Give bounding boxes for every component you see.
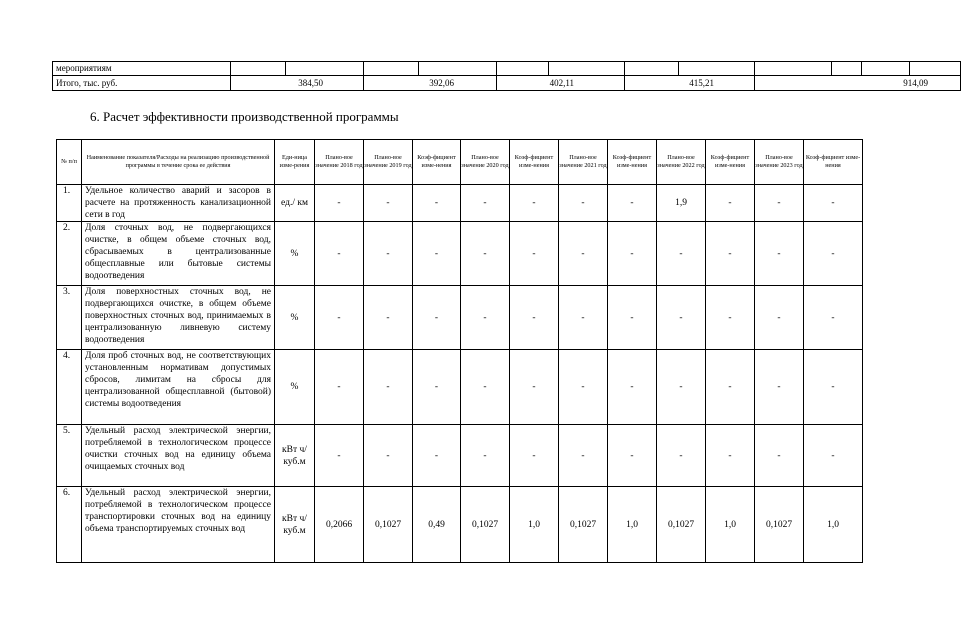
total-value: 392,06 (364, 76, 497, 91)
table-row (57, 185, 863, 222)
value-cell: - (755, 350, 804, 425)
value-cell: - (461, 425, 510, 487)
col-header-2019: Плано-вое значение 2019 год (364, 140, 413, 185)
value-cell: - (510, 286, 559, 350)
value-cell: - (413, 286, 461, 350)
col-header-2023: Плано-вое значение 2023 год (755, 140, 804, 185)
value-cell: - (804, 185, 863, 222)
row-index: 4. (57, 350, 82, 425)
value-cell: - (413, 222, 461, 286)
value-cell: - (413, 185, 461, 222)
value-cell: - (510, 222, 559, 286)
value-cell: - (706, 350, 755, 425)
row-label: мероприятиям (53, 62, 231, 76)
col-header-coef: Коэф-фициент изме-нения (706, 140, 755, 185)
col-header-coef: Коэф-фициент изме-нения (510, 140, 559, 185)
unit-cell: ед./ км (275, 185, 315, 222)
total-value: 914,09 (755, 76, 961, 91)
table-row (57, 350, 863, 425)
indicator-name: Удельное количество аварий и засоров в расчете на протяженность канализационной сети в год (82, 185, 275, 222)
indicator-name: Доля сточных вод, не подвергающихся очистке, в общем объеме сточных вод, сбрасываемых в централизованные общесплавные или бытовые системы водоотведения (82, 222, 275, 286)
row-index: 3. (57, 286, 82, 350)
value-cell: - (608, 286, 657, 350)
value-cell: - (413, 425, 461, 487)
value-cell: - (657, 286, 706, 350)
total-row (53, 76, 961, 91)
value-cell: - (559, 286, 608, 350)
value-cell: 0,2066 (315, 487, 364, 563)
value-cell: - (364, 286, 413, 350)
table-row (53, 62, 961, 76)
value-cell: - (755, 286, 804, 350)
unit-cell: кВт ч/куб.м (275, 425, 315, 487)
section-title: 6. Расчет эффективности производственной программы (90, 109, 399, 124)
value-cell: - (461, 222, 510, 286)
efficiency-table (56, 139, 863, 563)
header-row (57, 140, 863, 185)
value-cell: - (461, 286, 510, 350)
value-cell: - (755, 222, 804, 286)
value-cell: - (315, 425, 364, 487)
value-cell: - (608, 185, 657, 222)
value-cell: 1,0 (510, 487, 559, 563)
value-cell: 0,49 (413, 487, 461, 563)
value-cell: - (755, 425, 804, 487)
col-header-coef: Коэф-фициент изме-нения (804, 140, 863, 185)
value-cell: 0,1027 (755, 487, 804, 563)
value-cell: - (364, 185, 413, 222)
value-cell: 1,0 (608, 487, 657, 563)
unit-cell: кВт ч/куб.м (275, 487, 315, 563)
indicator-name: Доля проб сточных вод, не соответствующих установленным нормативам допустимых сбросов, лимитам на сбросы для централизованной общесплавной (бытовой) системы водоотведения (82, 350, 275, 425)
value-cell: - (559, 350, 608, 425)
value-cell: 0,1027 (559, 487, 608, 563)
value-cell: - (461, 350, 510, 425)
table-row (57, 286, 863, 350)
value-cell: - (657, 222, 706, 286)
row-index: 1. (57, 185, 82, 222)
value-cell: - (510, 185, 559, 222)
value-cell: 0,1027 (364, 487, 413, 563)
value-cell: 0,1027 (657, 487, 706, 563)
value-cell: - (510, 350, 559, 425)
value-cell: - (364, 222, 413, 286)
col-header-2022: Плано-вое значение 2022 год (657, 140, 706, 185)
value-cell: - (315, 350, 364, 425)
value-cell: - (804, 286, 863, 350)
value-cell: 1,0 (706, 487, 755, 563)
budget-table-continuation (52, 61, 961, 91)
total-value: 384,50 (231, 76, 364, 91)
value-cell: - (608, 350, 657, 425)
value-cell: - (510, 425, 559, 487)
indicator-name: Доля поверхностных сточных вод, не подвергающихся очистке, в общем объеме поверхностных сточных вод, принимаемых в централизованную ливневую систему водоотведения (82, 286, 275, 350)
value-cell: - (706, 286, 755, 350)
value-cell: - (315, 185, 364, 222)
unit-cell: % (275, 286, 315, 350)
row-index: 6. (57, 487, 82, 563)
value-cell: - (413, 350, 461, 425)
table-row (57, 222, 863, 286)
value-cell: - (608, 425, 657, 487)
indicator-name: Удельный расход электрической энергии, потребляемой в технологическом процессе транспортировки сточных вод на единицу объема транспортируемых сточных вод (82, 487, 275, 563)
value-cell: - (804, 350, 863, 425)
value-cell: - (461, 185, 510, 222)
value-cell: - (657, 350, 706, 425)
col-header-coef: Коэф-фициент изме-нения (413, 140, 461, 185)
col-header-index: № п/п (57, 140, 82, 185)
value-cell: - (804, 425, 863, 487)
value-cell: - (559, 185, 608, 222)
unit-cell: % (275, 222, 315, 286)
value-cell: - (559, 222, 608, 286)
row-index: 5. (57, 425, 82, 487)
value-cell: 0,1027 (461, 487, 510, 563)
value-cell: - (364, 425, 413, 487)
row-index: 2. (57, 222, 82, 286)
value-cell: - (315, 286, 364, 350)
value-cell: 1,9 (657, 185, 706, 222)
unit-cell: % (275, 350, 315, 425)
value-cell: - (364, 350, 413, 425)
table-row (57, 487, 863, 563)
value-cell: - (706, 185, 755, 222)
value-cell: 1,0 (804, 487, 863, 563)
col-header-2021: Плано-вое значение 2021 год (559, 140, 608, 185)
value-cell: - (657, 425, 706, 487)
total-value: 402,11 (497, 76, 625, 91)
value-cell: - (755, 185, 804, 222)
col-header-2020: Плано-вое значение 2020 год (461, 140, 510, 185)
indicator-name: Удельный расход электрической энергии, потребляемой в технологическом процессе очистки сточных вод на единицу объема очищаемых сточных вод (82, 425, 275, 487)
col-header-coef: Коэф-фициент изме-нения (608, 140, 657, 185)
value-cell: - (804, 222, 863, 286)
value-cell: - (706, 425, 755, 487)
value-cell: - (608, 222, 657, 286)
total-value: 415,21 (625, 76, 755, 91)
row-label: Итого, тыс. руб. (53, 76, 231, 91)
table-row (57, 425, 863, 487)
col-header-name: Наименование показателя/Расходы на реализацию производственной программы в течение срока ее действия (82, 140, 275, 185)
col-header-unit: Еди-ница изме-рения (275, 140, 315, 185)
value-cell: - (706, 222, 755, 286)
value-cell: - (559, 425, 608, 487)
col-header-2018: Плано-вое значение 2018 год (315, 140, 364, 185)
value-cell: - (315, 222, 364, 286)
